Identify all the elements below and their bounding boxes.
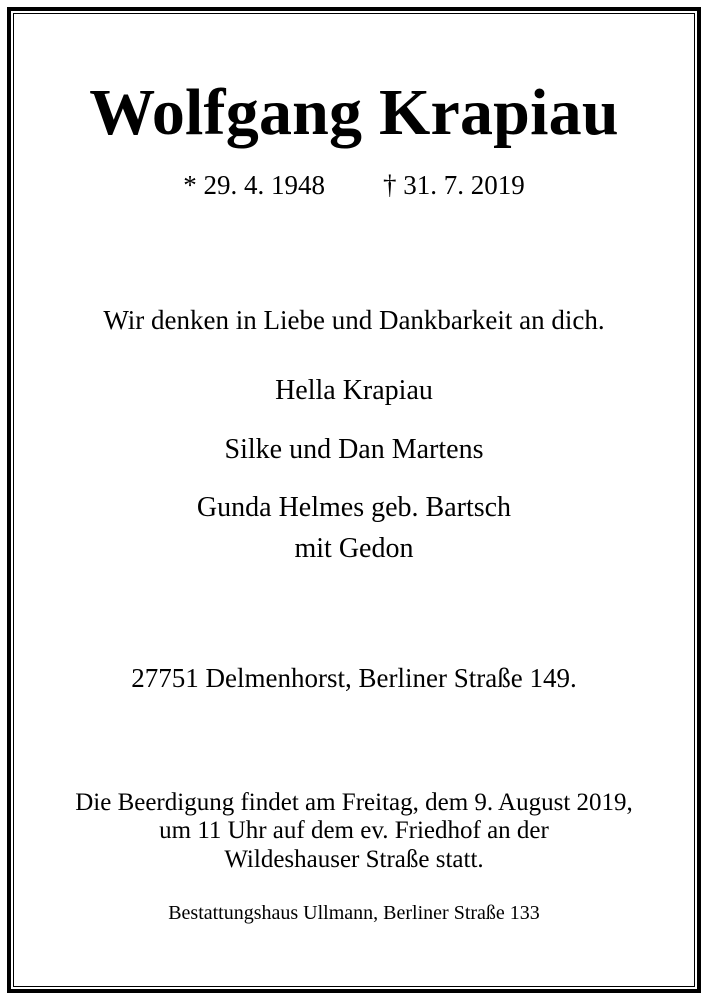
mourner-line: Gunda Helmes geb. Bartsch <box>196 492 512 523</box>
undertaker-info: Bestattungshaus Ullmann, Berliner Straße 133 <box>168 902 540 924</box>
funeral-info-line: Wildeshauser Straße statt. <box>224 846 484 873</box>
funeral-info-line: um 11 Uhr auf dem ev. Friedhof an der <box>159 817 549 844</box>
deceased-name: Wolfgang Krapiau <box>89 76 619 149</box>
family-address: 27751 Delmenhorst, Berliner Straße 149. <box>131 663 577 693</box>
funeral-info-line: Die Beerdigung findet am Freitag, dem 9. August 2019, <box>75 789 633 816</box>
death-date: † 31. 7. 2019 <box>383 170 525 200</box>
dedication-text: Wir denken in Liebe und Dankbarkeit an dich. <box>103 305 605 335</box>
mourner-line: Silke und Dan Martens <box>224 434 484 465</box>
mourner-line: mit Gedon <box>294 533 414 564</box>
birth-date: * 29. 4. 1948 <box>183 170 325 200</box>
mourner-line: Hella Krapiau <box>275 375 433 406</box>
life-dates <box>0 172 708 199</box>
